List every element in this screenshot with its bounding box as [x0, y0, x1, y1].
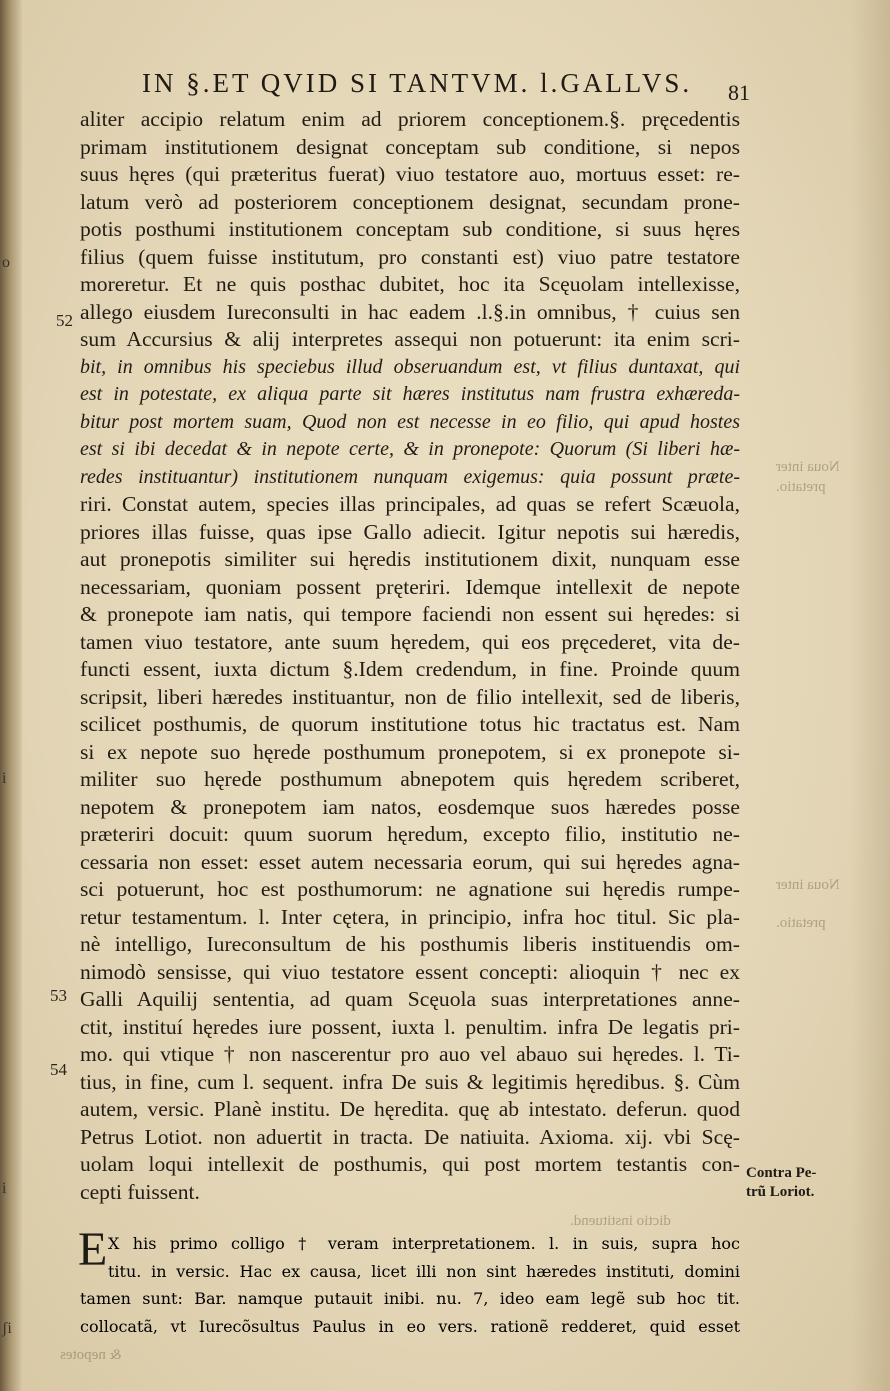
text-line: aut pronepotis similiter sui hęredis institutionem dixit, nunquam esse	[80, 547, 740, 571]
text-line: riri. Constat autem, species illas principales, ad quas se refert Scæuola,	[80, 492, 740, 516]
text-line: ctit, instituí hęredes iure possent, iuxta l. penultim. infra De legatis pri-	[80, 1014, 740, 1039]
text-line: uolam loqui intellexit de posthumis, qui post mortem testantis con-	[80, 1152, 740, 1176]
text-line: functi essent, iuxta dictum §.Idem credendum, in fine. Proinde quum	[80, 657, 740, 681]
text-line: suus hęres (qui præteritus fuerat) viuo testatore auo, mortuus esset: re-	[80, 162, 740, 186]
text-line: Petrus Lotiot. non aduertit in tracta. De natiuita. Axioma. xij. vbi Scę-	[80, 1124, 740, 1149]
drop-cap-lines	[108, 1230, 740, 1285]
side-note-contra	[746, 1164, 826, 1202]
folio-number: 81	[728, 80, 750, 105]
show-through-note-1: Noua inter	[776, 459, 840, 475]
text-line: X his primo colligo † veram interpretationem. l. in suis, supra hoc	[108, 1234, 740, 1253]
show-through-note-4: pretatio.	[776, 915, 826, 931]
text-line: titu. in versic. Hac ex causa, licet illi non sint hæredes instituti, domini	[108, 1261, 740, 1281]
text-line: moreretur. Et ne quis posthac dubitet, hoc ita Scęuolam intellexisse,	[80, 272, 740, 296]
margin-number-54: 54	[50, 1060, 67, 1079]
text-line: si ex nepote suo hęrede posthumum pronepotem, si ex pronepote si-	[80, 739, 740, 764]
text-line: nepotem & pronepotem iam natos, eosdemque suos hæredes posse	[80, 794, 740, 819]
text-line: aliter accipio relatum enim ad priorem conceptionem.§. pręcedentis	[80, 107, 740, 131]
margin-number-52: 52	[56, 311, 73, 330]
text-line: latum verò ad posteriorem conceptionem designat, secundam prone-	[80, 189, 740, 214]
text-line: priores illas fuisse, quas ipse Gallo adiecit. Igitur nepotis sui hæredis,	[80, 519, 740, 544]
text-line: retur testamentum. l. Inter cętera, in principio, infra hoc titul. Sic pla-	[80, 904, 740, 929]
show-through-note-6: & nepotes	[60, 1347, 122, 1363]
text-line: filius (quem fuisse institutum, pro constanti est) viuo patre testatore	[80, 244, 740, 269]
margin-number-53: 53	[50, 986, 67, 1005]
text-line: sum Accursius & alij interpretes assequi non potuerunt: ita enim scri-	[80, 327, 740, 351]
text-line: sci potuerunt, hoc est posthumorum: ne agnatione sui hęredis rumpe-	[80, 877, 740, 901]
text-line: est in potestate, ex aliqua parte sit hæres institutus nam frustra exhæreda-	[80, 383, 740, 405]
left-margin-stub-4: ʃi	[2, 1320, 12, 1337]
text-line: & pronepote iam natis, qui tempore faciendi non essent sui hęredes: si	[80, 602, 740, 626]
text-line: autem, versic. Planè institu. De hęredita. quę ab intestato. deferun. quod	[80, 1097, 740, 1121]
text-line: cessaria non esset: esset autem necessaria eorum, qui sui hęredes agna-	[80, 849, 740, 874]
show-through-note-2: pretatio.	[776, 479, 826, 495]
text-line: scripsit, liberi hæredes instituantur, non de filio intellexit, sed de liberis,	[80, 684, 740, 709]
closing-text-block	[80, 1285, 740, 1340]
text-line: præteriri docuit: quum suorum hęredum, excepto filio, institutio ne-	[80, 822, 740, 846]
side-note-line-2: trũ Loriot.	[746, 1184, 815, 1200]
text-line: tius, in fine, cum l. sequent. infra De suis & legitimis hęredibus. §. Cùm	[80, 1069, 740, 1094]
text-line: militer suo hęrede posthumum abnepotem quis hęredem scriberet,	[80, 767, 740, 791]
text-line: bitur post mortem suam, Quod non est necesse in eo filio, qui apud hostes	[80, 410, 740, 433]
text-line: Galli Aquilij sententia, ad quam Scęuola suas interpretationes anne-	[80, 987, 740, 1011]
text-line: tamen sunt: Bar. namque putauit inibi. nu. 7, ideo eam legẽ sub hoc tit.	[80, 1289, 740, 1308]
left-margin-stub-3: i	[2, 1180, 7, 1197]
text-line: cepti fuissent.	[80, 1179, 200, 1204]
left-margin-stub-1: o	[2, 254, 10, 271]
text-line: nimodò sensisse, qui viuo testatore essent concepti: alioquin † nec ex	[80, 959, 740, 984]
left-margin-stub-2: i	[2, 770, 7, 787]
drop-cap: E	[78, 1223, 108, 1276]
text-line: nè intelligo, Iureconsultum de his posthumis liberis instituendis om-	[80, 932, 740, 956]
side-note-line-1: Contra Pe-	[746, 1165, 817, 1181]
text-line: allego eiusdem Iureconsulti in hac eadem .l.§.in omnibus, † cuius sen	[80, 299, 740, 324]
running-head: IN §.ET QVID SI TANTVM. l.GALLVS.	[142, 68, 693, 98]
show-through-note-5: dictio instituend.	[570, 1213, 671, 1229]
text-line: bit, in omnibus his speciebus illud obseruandum est, vt filius duntaxat, qui	[80, 355, 740, 378]
text-line: necessariam, quoniam possent pręteriri. Idemque intellexit de nepote	[80, 574, 740, 599]
text-line: scilicet posthumis, de quorum institutione totus hic tractatus est. Nam	[80, 712, 740, 736]
page-edge-stain	[850, 0, 890, 1391]
text-line: mo. qui vtique † non nascerentur pro auo vel abauo sui hęredes. l. Ti-	[80, 1042, 740, 1066]
text-line: collocatã, vt Iurecõsultus Paulus in eo vers. rationẽ redderet, quid esset	[80, 1316, 740, 1336]
main-text-block	[80, 106, 740, 1206]
text-line: tamen viuo testatore, ante suum hęredem, qui eos pręcederet, vita de-	[80, 629, 740, 654]
text-line: primam institutionem designat conceptam sub conditione, si nepos	[80, 134, 740, 159]
show-through-note-3: Noua inter	[776, 877, 840, 893]
text-line: potis posthumi institutionem conceptam sub conditione, si suus hęres	[80, 217, 740, 241]
text-line: est si ibi decedat & in nepote certe, & in pronepote: Quorum (Si liberi hæ-	[80, 438, 740, 460]
text-line: redes instituantur) institutionem nunquam exigemus: quia possunt prætе-	[80, 465, 740, 488]
